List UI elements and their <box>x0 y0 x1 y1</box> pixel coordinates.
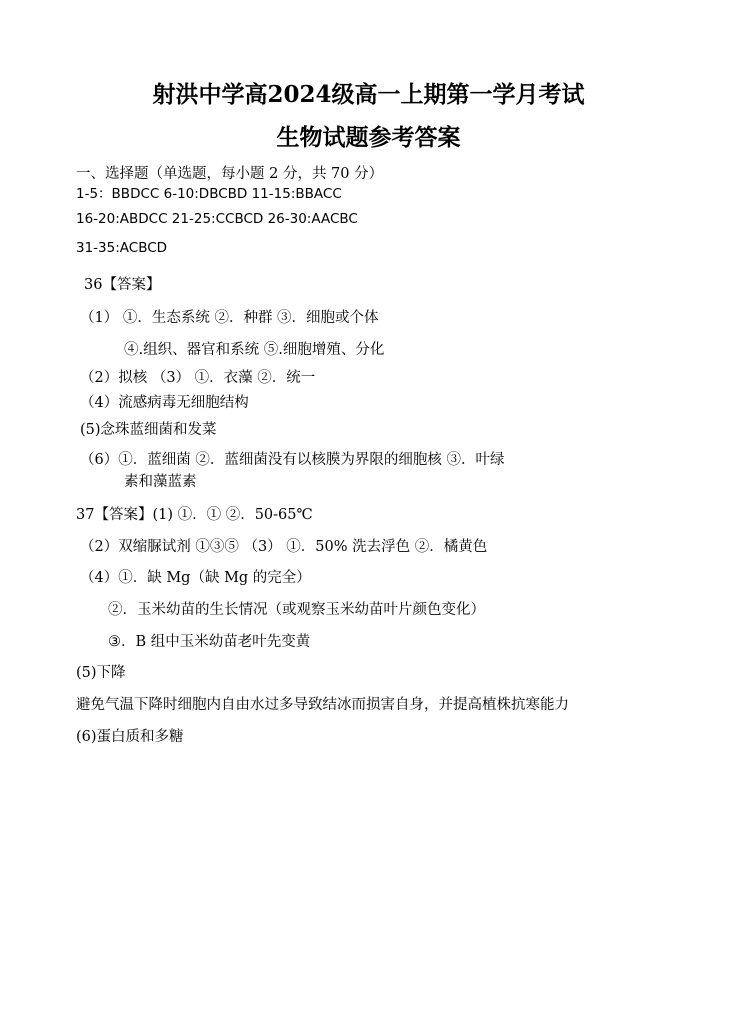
mc-answers-row-3: 31-35:ACBCD <box>76 240 168 256</box>
q37-line-4: ②．玉米幼苗的生长情况（或观察玉米幼苗叶片颜色变化） <box>108 602 485 618</box>
q36-heading: 36【答案】 <box>84 277 161 293</box>
q37-line-2: （2）双缩脲试剂 ①③⑤ （3） ①．50% 洗去浮色 ②．橘黄色 <box>80 539 488 555</box>
q36-line-3: （2）拟核 （3） ①．衣藻 ②．统一 <box>80 370 316 386</box>
page-subtitle: 生物试题参考答案 <box>276 124 461 151</box>
q37-line-5: ③．B 组中玉米幼苗老叶先变黄 <box>108 634 311 650</box>
q36-line-5: (5)念珠蓝细菌和发菜 <box>80 422 217 438</box>
q36-line-6: （6）①．蓝细菌 ②．蓝细菌没有以核膜为界限的细胞核 ③．叶绿 <box>80 452 505 468</box>
q36-line-2: ④.组织、器官和系统 ⑤.细胞增殖、分化 <box>124 342 385 358</box>
q37-line-3: （4）①．缺 Mg（缺 Mg 的完全） <box>80 570 311 586</box>
section1-heading: 一、选择题（单选题，每小题 2 分，共 70 分） <box>76 166 384 182</box>
q37-line-1: 37【答案】(1) ①．① ②．50-65℃ <box>76 507 313 523</box>
q37-line-7: 避免气温下降时细胞内自由水过多导致结冰而损害自身，并提高植株抗寒能力 <box>76 697 569 713</box>
page-title: 射洪中学高2024级高一上期第一学月考试 <box>152 81 585 108</box>
q36-line-4: （4）流感病毒无细胞结构 <box>80 395 249 411</box>
q37-line-6: (5)下降 <box>76 665 126 681</box>
mc-answers-row-1: 1-5：BBDCC 6-10:DBCBD 11-15:BBACC <box>76 186 342 202</box>
q36-line-7: 素和藻蓝素 <box>124 474 197 490</box>
q36-line-1: （1） ①．生态系统 ②．种群 ③．细胞或个体 <box>80 310 379 326</box>
q37-line-8: (6)蛋白质和多糖 <box>76 729 184 745</box>
mc-answers-row-2: 16-20:ABDCC 21-25:CCBCD 26-30:AACBC <box>76 211 358 227</box>
